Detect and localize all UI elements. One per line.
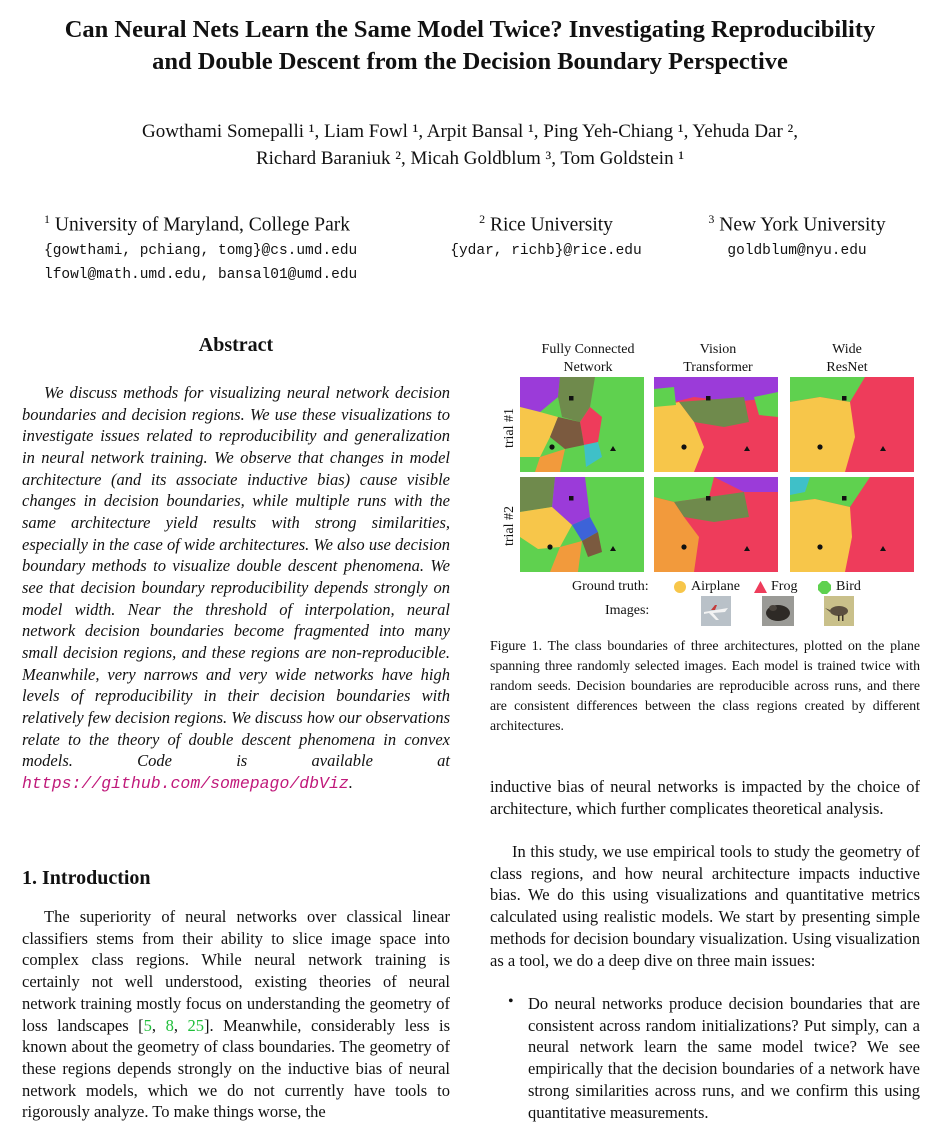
- legend-entry-frog: [754, 578, 797, 596]
- legend-airplane-label: Airplane: [691, 579, 740, 594]
- panel-fc-trial-1: [520, 377, 644, 472]
- affiliation-sup: 2: [479, 212, 486, 226]
- panel-resnet-trial-1: [790, 377, 914, 472]
- region-bird: [654, 387, 676, 407]
- intro-text-before: The superiority of neural networks over classical linear classifiers stems from their ability to slice image space into complex class regions. While neural network training is certainly not well understood, existing theories of neural network training mostly focus on understanding the geometry of loss landscapes [: [22, 907, 450, 1035]
- marker-airplane: [817, 544, 822, 549]
- affiliation-email-2: lfowl@math.umd.edu, bansal01@umd.edu: [44, 266, 358, 283]
- affiliation-email: {gowthami, pchiang, tomg}@cs.umd.edu: [44, 242, 358, 259]
- marker-airplane: [681, 444, 686, 449]
- col-label-vit: [653, 341, 783, 377]
- legend-ground-truth-label: Ground truth:: [572, 579, 649, 594]
- title-line-1: Can Neural Nets Learn the Same Model Twice? Investigating Reproducibility: [64, 16, 876, 43]
- intro-right-paragraph-2: In this study, we use empirical tools to study the geometry of class regions, and how neural architecture impacts inductive bias. We do this using visualizations and quantitative metrics calculated using realistic models. We start by presenting simple methods for decision boundary visualization. Using visualization as a tool, we do a deep dive on three main issues:: [490, 842, 920, 970]
- panel-fc-trial-2: [520, 477, 644, 572]
- figure-1-caption: Figure 1. The class boundaries of three architectures, plotted on the plane spanning three randomly selected images. Each model is trained twice with random seeds. Decision boundaries are reproducible across runs, and there are consistent differences between the class regions created by different architectures.: [490, 638, 920, 733]
- region-airplane: [790, 499, 852, 572]
- issues-list: [506, 993, 920, 1123]
- bullet-text: Do neural networks produce decision boundaries that are consistent across random initializations? Put simply, can a neural network learn the same model twice? We see empirically that the decision boundaries of a network have strong similarities across runs, and we confirm this using quantitative measurements.: [528, 994, 920, 1122]
- intro-right-paragraph-1: inductive bias of neural networks is impacted by the choice of architecture, which further complicates theoretical analysis.: [490, 777, 920, 818]
- airplane-thumbnail: [701, 596, 731, 626]
- affiliation-sup: 3: [708, 212, 715, 226]
- marker-airplane: [681, 544, 686, 549]
- panel-group-resnet: [790, 377, 914, 572]
- images-label: Images:: [605, 603, 650, 618]
- affiliation-sup: 1: [44, 212, 50, 226]
- panel-group-vit: [654, 377, 778, 572]
- legend-entry-airplane: [674, 578, 740, 596]
- col-label-line: Network: [563, 360, 613, 375]
- intro-paragraph-1: The superiority of neural networks over classical linear classifiers stems from their ability to slice image space into complex class regions. While neural network training is certainly not well understood, existing theories of neural network training mostly focus on understanding the geometry of loss landscapes [5, 8, 25]. Meanwhile, considerably less is known about the geometry of class boundaries. The geometry of these regions depends strongly on the inductive bias of neural network models, which we do not currently have tools to rigorously analyze. To make things worse, the: [22, 907, 451, 1122]
- bird-thumbnail: [824, 596, 854, 626]
- affiliation-email: {ydar, richb}@rice.edu: [450, 242, 642, 259]
- col-label-line: Fully Connected: [541, 342, 635, 357]
- region-airplane: [790, 397, 855, 472]
- legend-frog-swatch: [754, 581, 767, 593]
- authors-line-1: Gowthami Somepalli ¹, Liam Fowl ¹, Arpit Bansal ¹, Ping Yeh-Chiang ¹, Yehuda Dar ²,: [142, 121, 798, 142]
- code-link[interactable]: https://github.com/somepago/dbViz: [22, 773, 349, 793]
- abstract-end: .: [348, 772, 353, 792]
- marker-airplane: [547, 544, 552, 549]
- legend-entry-bird: [818, 578, 861, 596]
- panel-vit-trial-1: [654, 377, 778, 472]
- marker-airplane: [549, 444, 554, 449]
- figure-1: [490, 336, 920, 632]
- marker-bird: [569, 496, 574, 501]
- col-label-line: Vision: [699, 342, 737, 357]
- abstract-body: [22, 382, 450, 794]
- legend-frog-label: Frog: [771, 579, 798, 594]
- row-label-trial-1: trial #1: [502, 407, 517, 449]
- affiliation-nyu: [692, 207, 902, 264]
- row-label-trial-2: trial #2: [502, 505, 517, 547]
- marker-bird: [569, 396, 574, 401]
- list-item: [506, 993, 920, 1123]
- affiliation-name: University of Maryland, College Park: [54, 214, 351, 236]
- legend-bird-swatch: [818, 581, 831, 594]
- introduction-heading: 1. Introduction: [22, 867, 151, 889]
- author-list: [0, 118, 940, 172]
- citation-25[interactable]: 25: [187, 1015, 204, 1035]
- title-line-2: and Double Descent from the Decision Boundary Perspective: [152, 48, 788, 75]
- citation-5[interactable]: 5: [143, 1015, 152, 1035]
- col-label-line: Transformer: [683, 360, 753, 375]
- marker-bird: [842, 496, 847, 501]
- panel-resnet-trial-2: [790, 477, 914, 572]
- marker-bird: [706, 496, 711, 501]
- region-olive: [520, 477, 555, 512]
- affiliation-rice: [440, 207, 652, 264]
- intro-text-after: ]. Meanwhile, considerably less is known about the geometry of class boundaries. The geometry of these regions depends strongly on the inductive bias of neural network models, which we do not currently have tools to rigorously analyze. To make things worse, the: [22, 1015, 451, 1122]
- authors-line-2: Richard Baraniuk ², Micah Goldblum ³, Tom Goldstein ¹: [255, 148, 685, 169]
- legend-airplane-swatch: [674, 581, 686, 593]
- paper-title: [0, 14, 940, 78]
- frog-thumbnail: [762, 596, 794, 626]
- affiliation-umd: [44, 207, 357, 286]
- col-label-resnet: [782, 341, 912, 377]
- affiliation-email: goldblum@nyu.edu: [727, 242, 867, 259]
- affiliation-name: New York University: [719, 214, 886, 236]
- marker-airplane: [817, 444, 822, 449]
- abstract-text: We discuss methods for visualizing neural network decision boundaries and decision regions. We use these visualizations to investigate issues related to reproducibility and generalization in neural network training. We observe that changes in model architecture (and its associate inductive bias) cause visible changes in decision boundaries, while multiple runs with the same architecture yield results with strong similarities, especially in the case of wide architectures. We also use decision boundary methods to visualize double descent phenomena. We see that decision boundary reproducibility depends strongly on model width. Near the threshold of interpolation, neural network decision boundaries become fragmented into many small decision regions, and these regions are non-reproducible. Meanwhile, very narrows and very wide networks have high levels of reproducibility in their decision boundaries with relatively few decision regions. We discuss how our observations relate to the theory of double descent phenomena in convex models. Code is available at: [22, 383, 450, 771]
- col-label-line: ResNet: [826, 360, 868, 375]
- citation-8[interactable]: 8: [165, 1015, 174, 1035]
- legend-bird-label: Bird: [836, 579, 861, 594]
- col-label-line: Wide: [832, 342, 862, 357]
- col-label-fc: [523, 341, 653, 377]
- abstract-heading: Abstract: [198, 334, 274, 356]
- affiliation-name: Rice University: [489, 214, 613, 236]
- panel-vit-trial-2: [654, 477, 778, 572]
- marker-bird: [842, 396, 847, 401]
- panel-group-fc: [520, 377, 644, 572]
- marker-bird: [706, 396, 711, 401]
- bullet-dot: •: [508, 993, 514, 1010]
